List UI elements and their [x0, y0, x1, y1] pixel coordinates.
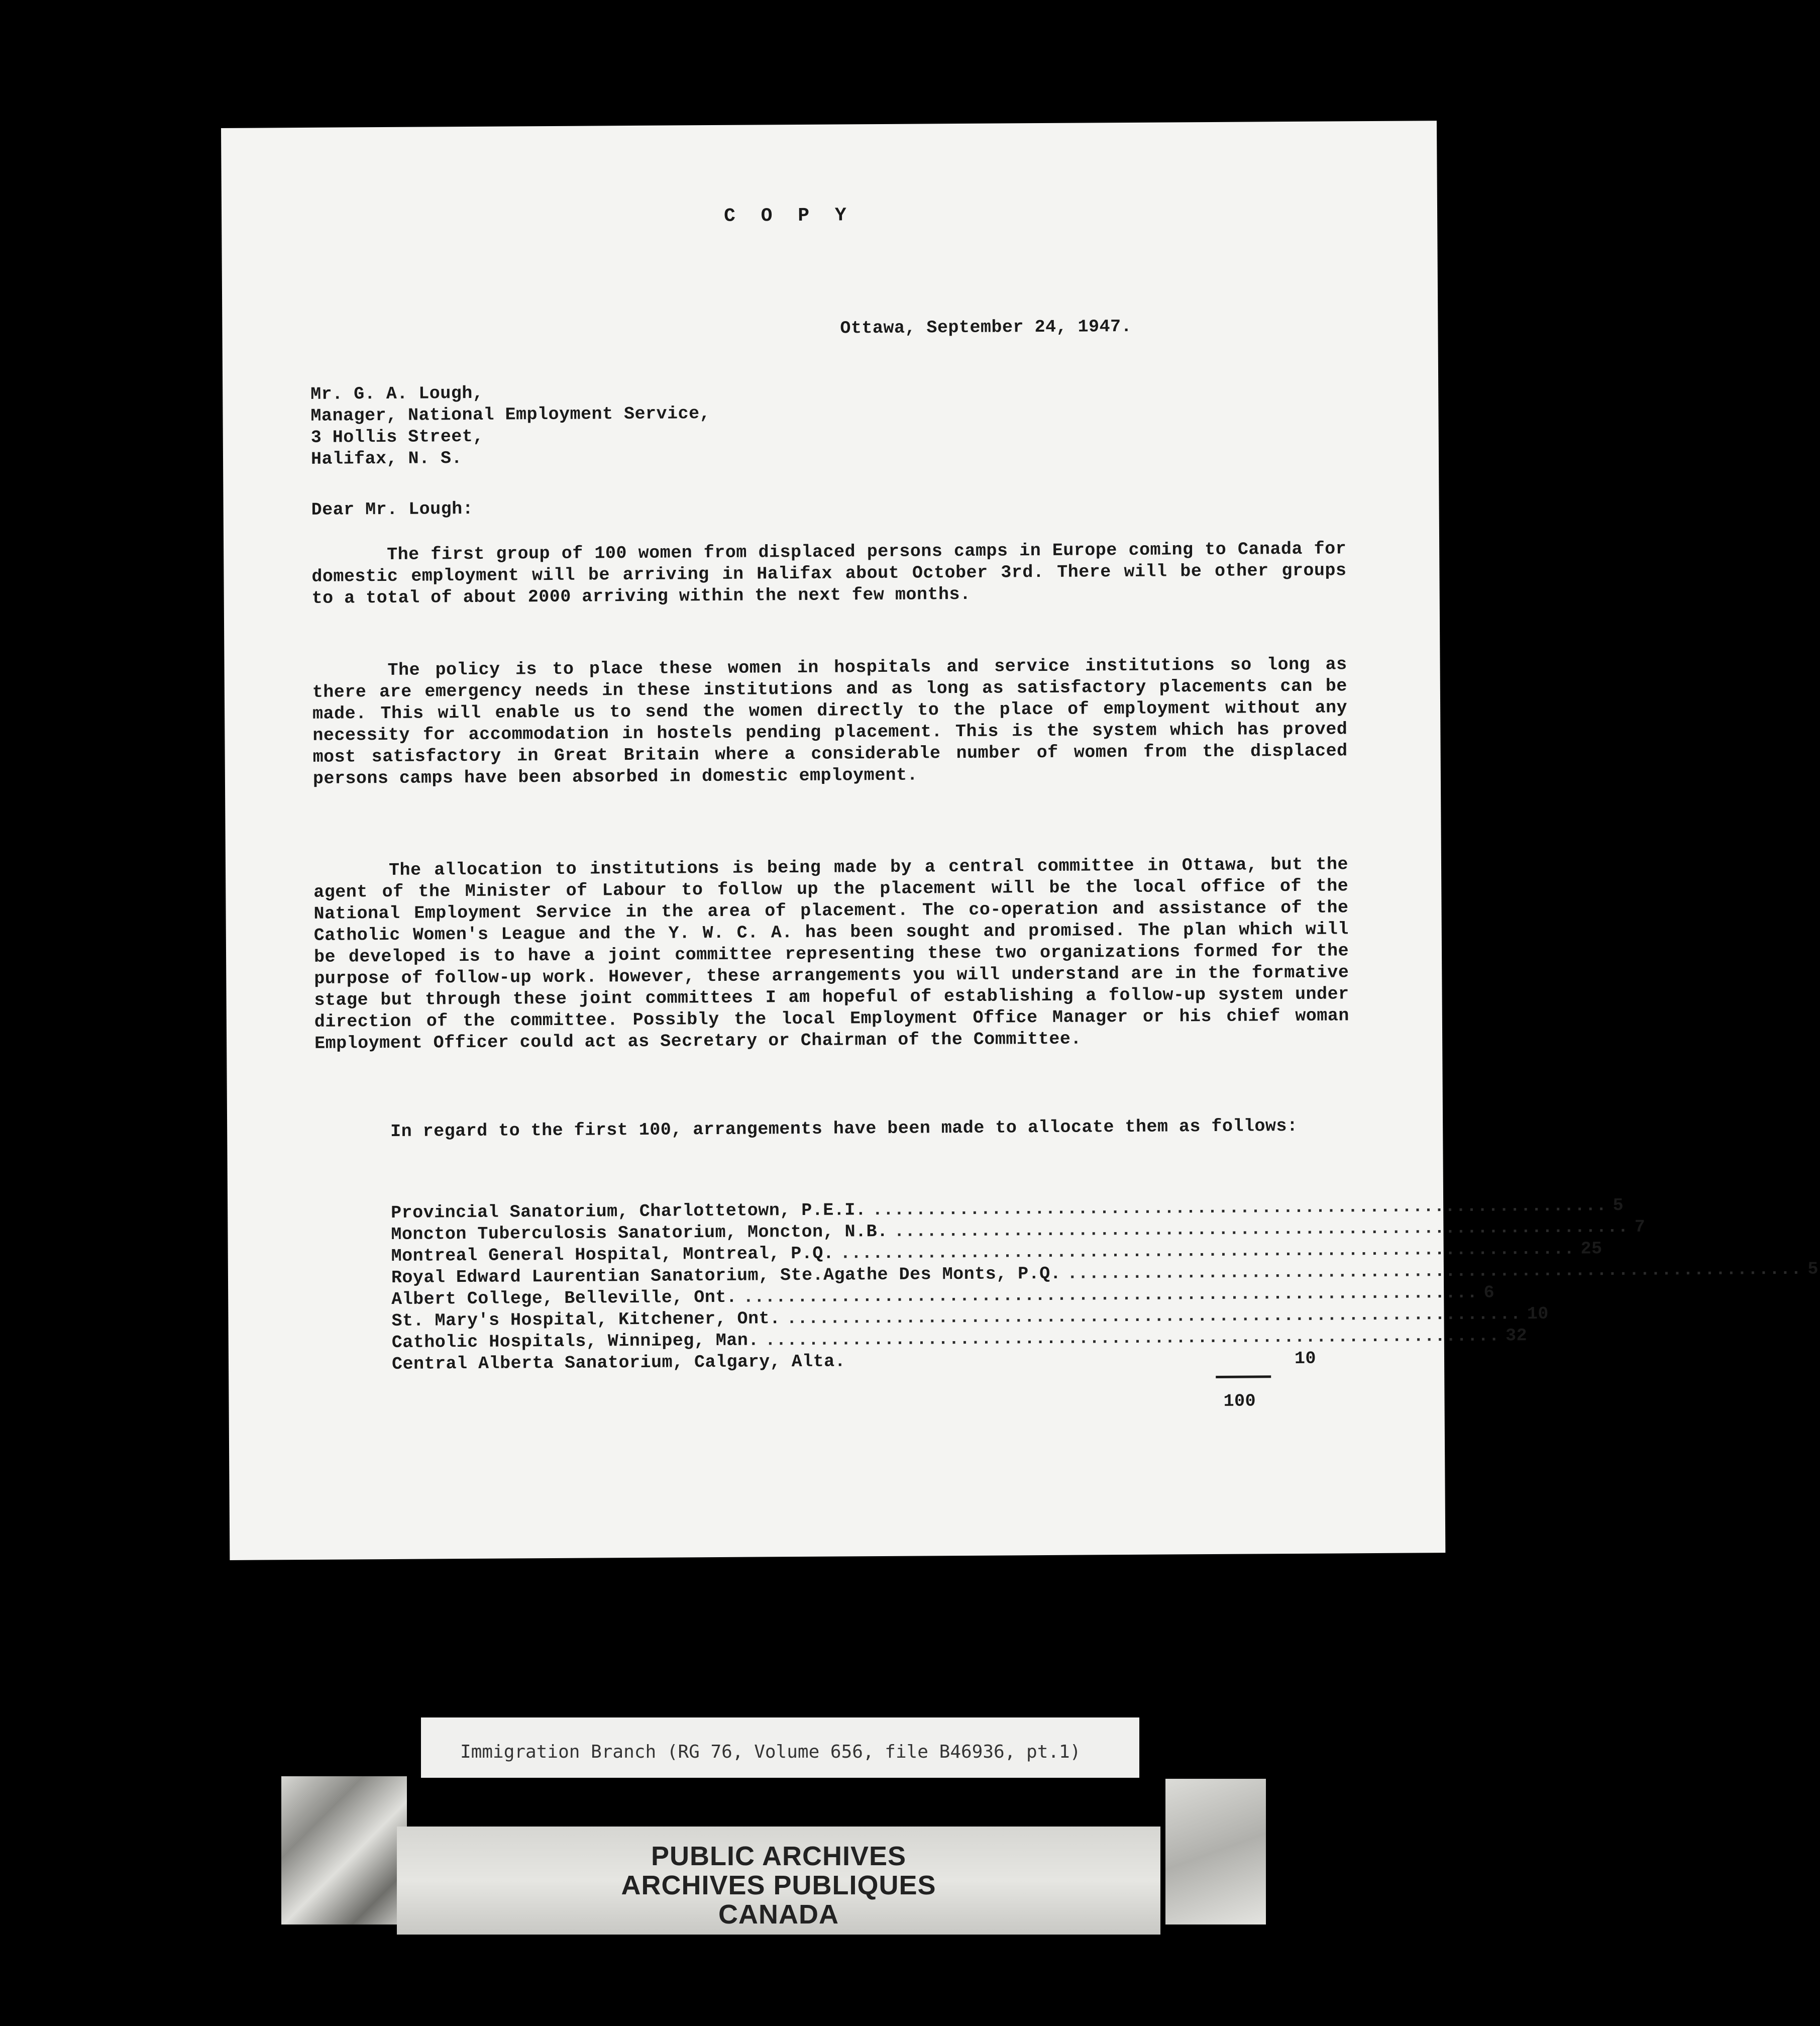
body-paragraph: The policy is to place these women in hospitals and service institutions so long as there are emergency needs in these institutions and as long as satisfactory placements can be made. This will enable us to send the women directly to the place of employment without any necessity for accommodation in hostels pending placement. This is the system which has proved most satisfactory in Great Britain where a considerable number of women from the displaced persons camps have been absorbed in domestic employment.	[312, 654, 1348, 789]
body-paragraph: The first group of 100 women from displaced persons camps in Europe coming to Canada for domestic employment will be arriving in Halifax about October 3rd. There will be other groups to a total of about 2000 arriving within the next few months.	[311, 539, 1347, 609]
leader-dots: ....................................................................	[894, 1217, 1629, 1242]
letter-date: Ottawa, September 24, 1947.	[840, 316, 1132, 339]
leader-dots: ....................................................................	[840, 1239, 1575, 1264]
address-line: Manager, National Employment Service,	[310, 403, 711, 426]
address-line: 3 Hollis Street,	[310, 426, 484, 448]
leader-dots: ....................................................................	[872, 1195, 1607, 1221]
address-line: Mr. G. A. Lough,	[310, 383, 484, 404]
archive-source-label: Immigration Branch (RG 76, Volume 656, file B46936, pt.1)	[421, 1717, 1139, 1778]
institution-name: Albert College, Belleville, Ont.	[391, 1287, 737, 1309]
institution-name: Central Alberta Sanatorium, Calgary, Alta.	[391, 1351, 846, 1374]
leader-dots: ....................................................................	[786, 1304, 1521, 1329]
institution-name: Royal Edward Laurentian Sanatorium, Ste.Agathe Des Monts, P.Q.	[391, 1263, 1061, 1288]
allocation-count: 10	[1527, 1303, 1549, 1325]
allocation-list	[391, 1195, 1819, 1375]
institution-name: Moncton Tuberculosis Sanatorium, Moncton, N.B.	[391, 1221, 888, 1245]
film-strip-right	[1165, 1779, 1266, 1924]
recipient-address	[310, 381, 711, 470]
allocation-count: 5	[1613, 1195, 1624, 1216]
leader-dots: ....................................................................	[1067, 1259, 1802, 1284]
institution-name: Montreal General Hospital, Montreal, P.Q.	[391, 1243, 834, 1266]
leader-dots: ....................................................................	[765, 1326, 1500, 1351]
stamp-line: CANADA	[718, 1899, 839, 1930]
film-strip-left	[281, 1776, 407, 1924]
allocation-count: 32	[1505, 1326, 1528, 1346]
copy-heading: C O P Y	[723, 205, 853, 227]
archive-stamp	[397, 1827, 1160, 1935]
allocation-count: 7	[1634, 1217, 1646, 1237]
allocation-total: 100	[1223, 1391, 1256, 1411]
stamp-line: ARCHIVES PUBLIQUES	[621, 1870, 936, 1900]
body-paragraph: The allocation to institutions is being made by a central committee in Ottawa, but the agent of the Minister of Labour to follow up the placement will be the local office of the National Employment Service in the area of placement. The co-operation and assistance of the Catholic Women's League and the Y. W. C. A. has been sought and promised. The plan which will be developed is to have a joint committee representing these two organizations formed for the purpose of follow-up work. However, these arrangements you will understand are in the formative stage but through these joint committees I am hopeful of establishing a follow-up system under direction of the committee. Possibly the local Employment Office Manager or his chief woman Employment Officer could act as Secretary or Chairman of the Committee.	[313, 854, 1349, 1054]
letter-page	[221, 121, 1819, 1560]
allocation-count: 6	[1483, 1282, 1495, 1303]
leader-dots: ....................................................................	[743, 1282, 1478, 1307]
address-line: Halifax, N. S.	[310, 448, 463, 469]
institution-name: Provincial Sanatorium, Charlottetown, P.E.I.	[391, 1200, 867, 1223]
allocation-count: 5	[1807, 1259, 1819, 1279]
body-paragraph: In regard to the first 100, arrangements have been made to allocate them as follows:	[390, 1116, 1298, 1142]
allocation-count: 25	[1580, 1239, 1602, 1259]
institution-name: Catholic Hospitals, Winnipeg, Man.	[391, 1330, 760, 1353]
salutation: Dear Mr. Lough:	[311, 498, 474, 520]
allocation-count: 10	[1294, 1348, 1317, 1369]
stamp-line: PUBLIC ARCHIVES	[651, 1841, 907, 1871]
leader-dots	[851, 1363, 1275, 1366]
total-rule	[1216, 1375, 1271, 1378]
institution-name: St. Mary's Hospital, Kitchener, Ont.	[391, 1308, 781, 1331]
